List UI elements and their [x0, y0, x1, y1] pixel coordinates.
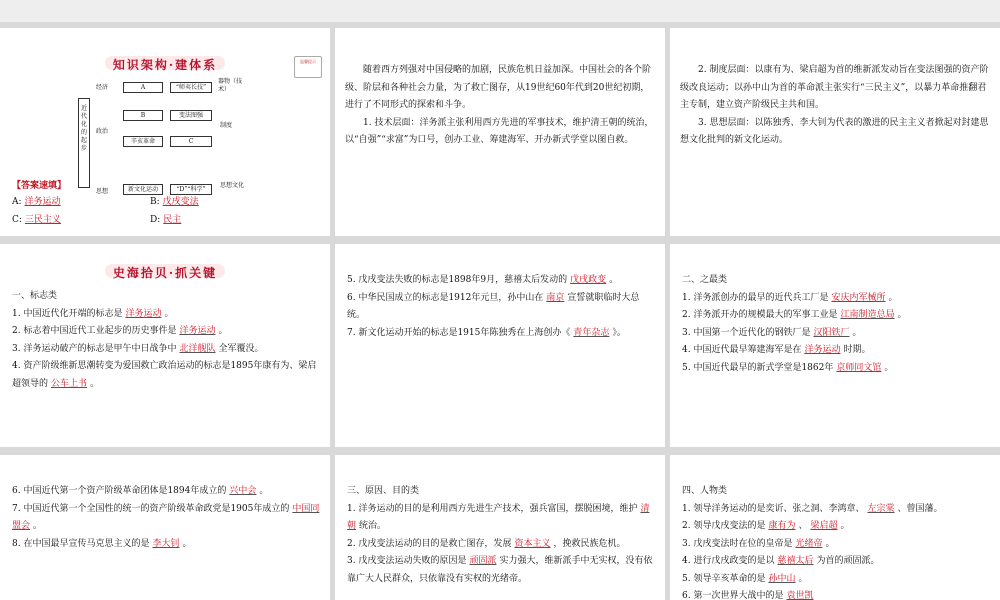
slide-background[interactable] — [335, 28, 665, 236]
box-c: C — [170, 136, 212, 147]
slide-text — [347, 483, 657, 588]
label-sixiang: 思想文化 — [220, 182, 245, 189]
list-item: 4. 资产阶级维新思潮转变为爱国救亡政治运动的标志是1895年康有为、梁启超领导的 公车上书 。 — [12, 361, 317, 389]
tip-badge-label: 温馨提示 — [300, 59, 316, 64]
list-item: 5. 戊戌变法失败的标志是1898年9月，慈禧太后发动的 戊戌政变 。 — [347, 275, 619, 285]
label-qiwu: 器物（技术） — [218, 78, 243, 93]
slide-title — [0, 56, 330, 73]
box-a: A — [123, 82, 163, 93]
list-item: 7. 中国近代第一个全国性的统一的资产阶级革命政党是1905年成立的 中国同盟会 。 — [12, 503, 320, 531]
section-heading: 四、人物类 — [682, 486, 728, 496]
paragraph-2: 3. 思想层面：以陈独秀、李大钊为代表的激进的民主主义者掀起对封建思想文化批判的新文化运动。 — [680, 117, 989, 145]
slide-knowledge-framework[interactable] — [0, 28, 330, 236]
section-heading: 三、原因、目的类 — [347, 486, 420, 496]
framework-diagram — [78, 78, 248, 208]
list-item: 3. 洋务运动破产的标志是甲午中日战争中 北洋舰队 全军覆没。 — [12, 343, 264, 354]
list-item: 5. 中国近代最早的新式学堂是1862年 京师同文馆 。 — [682, 362, 894, 373]
answer-d: D: 民主 — [150, 215, 182, 225]
answer-header: 【答案速填】 — [12, 181, 67, 191]
list-item: 5. 领导辛亥革命的是 孙中山 。 — [682, 573, 808, 584]
section-heading: 一、标志类 — [12, 291, 58, 301]
slide-firsts[interactable] — [670, 244, 1000, 447]
paragraph-2: 1. 技术层面：洋务派主张利用西方先进的军事技术，维护清王朝的统治，以“自强”“求富”为口号，创办工业、筹建海军、开办新式学堂以图自救。 — [345, 117, 654, 145]
answer-c: C: 三民主义 — [12, 215, 61, 225]
box-xinwenhua: 新文化运动 — [123, 184, 163, 195]
title-text: 史海拾贝·抓关键 — [112, 266, 218, 280]
slide-text — [345, 62, 655, 150]
slide-levels[interactable] — [670, 28, 1000, 236]
box-d: “D”“科学” — [170, 184, 212, 195]
slide-text — [347, 272, 657, 342]
slide-firsts-cont[interactable] — [0, 455, 330, 600]
list-item: 2. 洋务派开办的规模最大的军事工业是 江南制造总局 。 — [682, 310, 907, 320]
slide-markers-cont[interactable] — [335, 244, 665, 447]
list-item: 1. 中国近代化开端的标志是 洋务运动 。 — [12, 308, 174, 319]
box-shiyi: “师夷长技” — [170, 82, 212, 93]
list-item: 8. 在中国最早宣传马克思主义的是 李大钊 。 — [12, 538, 192, 549]
list-item: 1. 领导洋务运动的是奕䜣、张之洞、李鸿章、 左宗棠 、曾国藩。 — [682, 503, 943, 514]
list-item: 7. 新文化运动开始的标志是1915年陈独秀在上海创办《 青年杂志 》。 — [347, 327, 626, 338]
answer-b: B: 戊戌变法 — [150, 197, 199, 207]
slide-reasons[interactable] — [335, 455, 665, 600]
list-item: 4. 进行戊戌政变的是以 慈禧太后 为首的顽固派。 — [682, 556, 880, 566]
list-item: 2. 标志着中国近代工业起步的历史事件是 洋务运动 。 — [12, 326, 228, 336]
diagram-left-label: 近代化的起步 — [78, 98, 90, 188]
slide-text — [680, 62, 990, 150]
top-bar — [0, 0, 1000, 22]
row-label-thought: 思想 — [96, 188, 109, 195]
box-bianfa: 变法图强 — [170, 110, 212, 121]
list-item: 3. 戊戌变法时在位的皇帝是 光绪帝 。 — [682, 538, 835, 549]
paragraph-1: 2. 制度层面：以康有为、梁启超为首的维新派发动旨在变法图强的资产阶级改良运动；以孙中山为首的革命派主张实行“三民主义”，以暴力革命推翻君主专制，建立资产阶级民主共和国。 — [680, 65, 989, 110]
list-item: 4. 中国近代最早筹建海军是在 洋务运动 时期。 — [682, 345, 871, 355]
row-label-economy: 经济 — [96, 84, 109, 91]
slide-text — [682, 272, 992, 377]
list-item: 6. 中国近代第一个资产阶级革命团体是1894年成立的 兴中会 。 — [12, 486, 269, 496]
list-item: 2. 戊戌变法运动的目的是救亡图存，发展 资本主义 ，挽救民族危机。 — [347, 538, 626, 549]
list-item: 3. 中国第一个近代化的钢铁厂是 汉阳铁厂 。 — [682, 327, 862, 338]
row-label-politics: 政治 — [96, 128, 109, 135]
list-item: 6. 中华民国成立的标志是1912年元旦，孙中山在 南京 宣誓就职临时大总统。 — [347, 292, 640, 320]
slide-title — [0, 264, 330, 281]
slide-key-points[interactable] — [0, 244, 330, 447]
list-item: 6. 第一次世界大战中的是 袁世凯 — [682, 591, 814, 600]
paragraph-1: 随着西方列强对中国侵略的加剧，民族危机日益加深。中国社会的各个阶级、阶层和各种社会力量，为了救亡图存，从19世纪60年代到20世纪初期，进行了不同形式的探索和斗争。 — [345, 65, 652, 110]
label-zhidu: 制度 — [220, 122, 233, 129]
box-b: B — [123, 110, 163, 121]
list-item: 1. 洋务运动的目的是利用西方先进生产技术，强兵富国，摆脱困境，维护 清朝 统治。 — [347, 503, 650, 531]
list-item: 1. 洋务派创办的最早的近代兵工厂是 安庆内军械所 。 — [682, 292, 898, 303]
slide-text — [12, 288, 322, 393]
title-text: 知识架构·建体系 — [112, 58, 218, 72]
list-item: 2. 领导戊戌变法的是 康有为 、 梁启超 。 — [682, 521, 850, 531]
slide-text — [682, 483, 992, 600]
box-xinhai: 辛亥革命 — [123, 136, 163, 147]
answer-a: A: 洋务运动 — [12, 197, 61, 207]
slide-people[interactable] — [670, 455, 1000, 600]
section-heading: 二、之最类 — [682, 275, 728, 285]
tip-badge[interactable] — [294, 56, 322, 78]
slide-text — [12, 483, 322, 553]
list-item: 3. 戊戌变法运动失败的原因是 顽固派 实力强大，维新派手中无实权，没有依靠广大人民群众，只依靠没有实权的光绪帝。 — [347, 556, 653, 584]
